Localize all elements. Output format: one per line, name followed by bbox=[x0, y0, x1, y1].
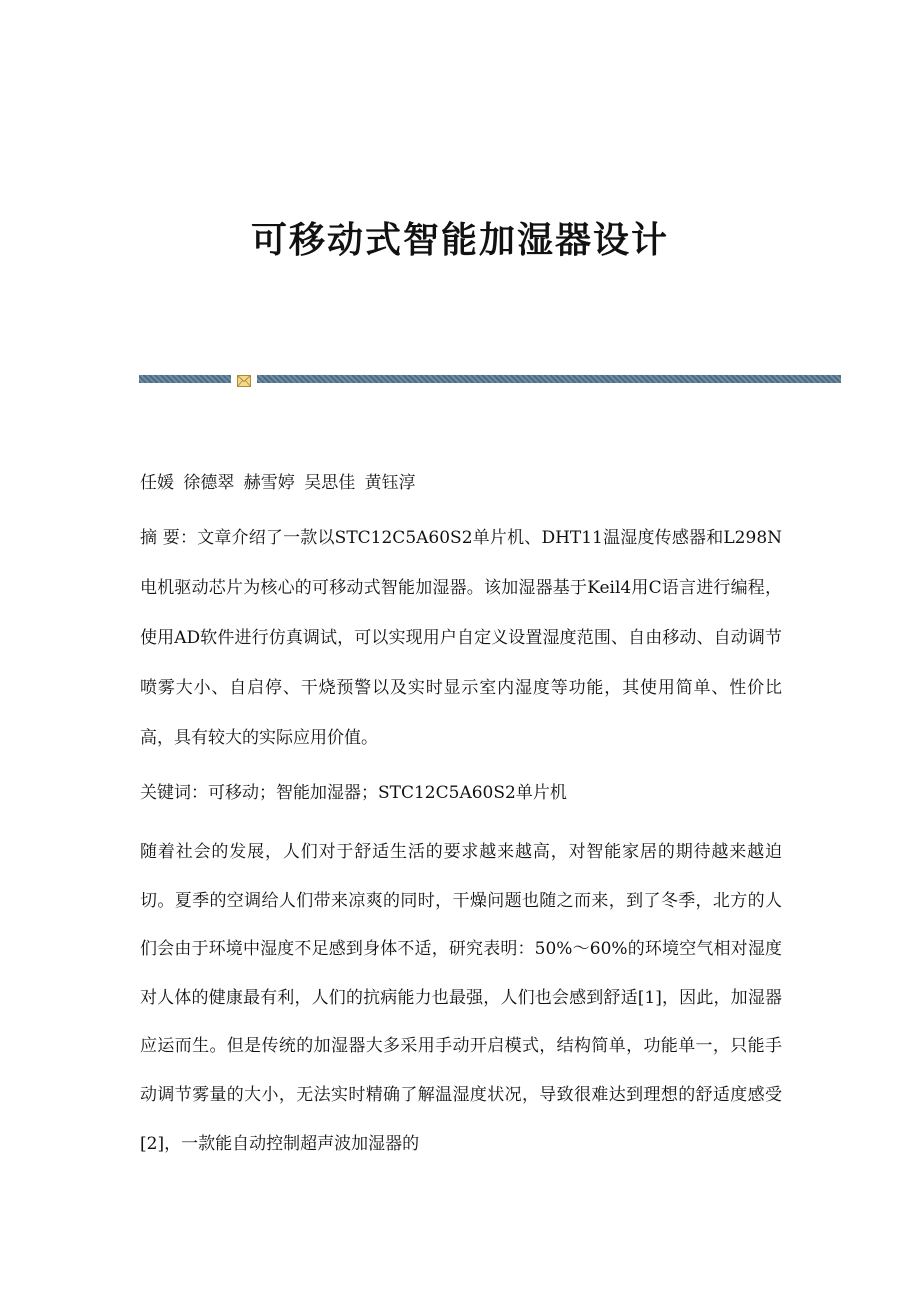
keywords bbox=[140, 778, 782, 808]
abstract-label: 摘 要： bbox=[140, 528, 198, 548]
keywords-label: 关键词： bbox=[140, 783, 208, 803]
author-list: 任媛 徐德翠 赫雪婷 吴思佳 黄钰淳 bbox=[140, 473, 416, 493]
abstract-text: 文章介绍了一款以STC12C5A60S2单片机、DHT11温湿度传感器和L298N电机驱动芯片为核心的可移动式智能加湿器。该加湿器基于Keil4用C语言进行编程，使用AD软件进行仿真调试，可以实现用户自定义设置湿度范围、自由移动、自动调节喷雾大小、自启停、干烧预警以及实时显示室内湿度等功能，其使用简单、性价比高，具有较大的实际应用价值。 bbox=[140, 528, 783, 748]
document-title: 可移动式智能加湿器设计 bbox=[250, 220, 669, 261]
divider-bar-left bbox=[139, 375, 231, 383]
body-paragraph: 随着社会的发展，人们对于舒适生活的要求越来越高，对智能家居的期待越来越迫切。夏季的空调给人们带来凉爽的同时，干燥问题也随之而来，到了冬季，北方的人们会由于环境中湿度不足感到身体不适，研究表明：50%～60%的环境空气相对湿度对人体的健康最有利，人们的抗病能力也最强，人们也会感到舒适[1]，因此，加湿器应运而生。但是传统的加湿器大多采用手动开启模式，结构简单，功能单一，只能手动调节雾量的大小，无法实时精确了解温湿度状况，导致很难达到理想的舒适度感受[2]，一款能自动控制超声波加湿器的 bbox=[140, 842, 782, 1154]
keywords-text: 可移动；智能加湿器；STC12C5A60S2单片机 bbox=[208, 783, 567, 803]
document-body bbox=[140, 468, 782, 1168]
envelope-icon bbox=[237, 372, 251, 384]
abstract bbox=[140, 513, 782, 763]
title-divider bbox=[139, 375, 841, 383]
divider-bar-right bbox=[257, 375, 841, 383]
